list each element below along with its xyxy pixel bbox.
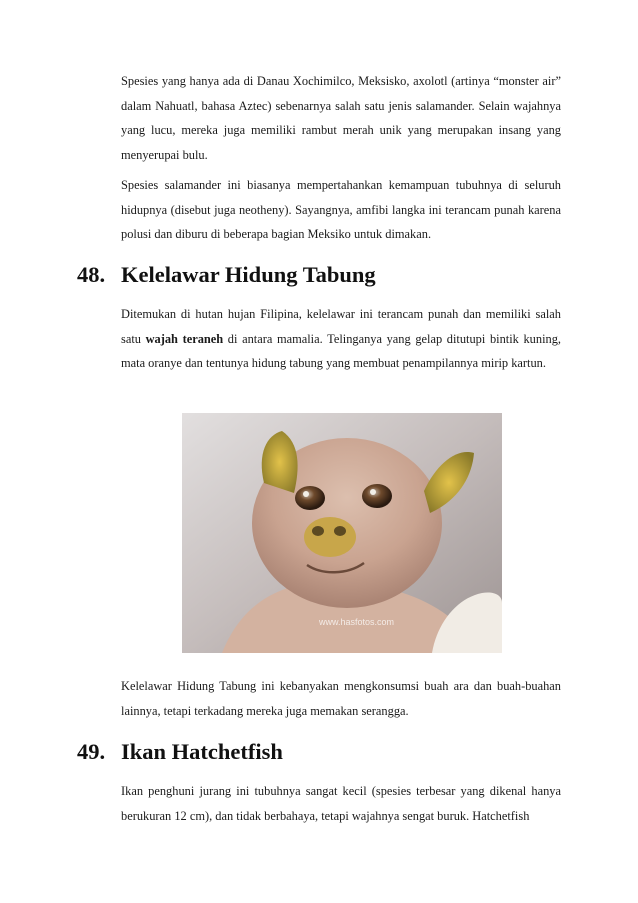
paragraph-axolotl-1 [121,69,561,167]
heading-title: Ikan Hatchetfish [121,739,283,764]
tube-nosed-bat-photo [182,413,502,653]
paragraph-text: Ditemukan di hutan hujan Filipina, kelelawar ini terancam punah dan memiliki salah satu [121,307,561,346]
paragraph-text: Kelelawar Hidung Tabung ini kebanyakan mengkonsumsi buah ara dan buah-buahan lainnya, tetapi terkadang mereka juga memakan serangga. [121,679,561,718]
heading-title: Kelelawar Hidung Tabung [121,262,376,287]
paragraph-hatchetfish [121,779,561,828]
bold-phrase: wajah teraneh [145,331,224,346]
heading-number: 48. [77,262,106,287]
paragraph-text: Ikan penghuni jurang ini tubuhnya sangat kecil (spesies terbesar yang dikenal hanya berukuran 12 cm), dan tidak berbahaya, tetapi wajahnya sengat buruk. Hatchetfish [121,784,561,823]
paragraph-text: Spesies salamander ini biasanya mempertahankan kemampuan tubuhnya di seluruh hidupnya (disebut juga neotheny). Sayangnya, amfibi langka ini terancam punah karena polusi dan diburu di beberapa bagian Meksiko untuk dimakan. [121,178,561,241]
heading-49 [77,738,283,766]
heading-48 [77,261,376,289]
paragraph-text: Spesies yang hanya ada di Danau Xochimilco, Meksisko, axolotl (artinya “monster air” dalam Nahuatl, bahasa Aztec) sebenarnya salah satu jenis salamander. Selain wajahnya yang lucu, mereka juga memiliki rambut merah unik yang merupakan insang yang menyerupai bulu. [121,74,561,162]
paragraph-bat-1 [121,302,561,376]
heading-number: 49. [77,739,106,764]
paragraph-text: di antara mamalia. Telinganya yang gelap ditutupi bintik kuning, mata oranye dan tentunya hidung tabung yang membuat penampilannya mirip kartun. [121,331,561,370]
photo-watermark: www.hasfotos.com [319,617,395,627]
paragraph-axolotl-2 [121,173,561,247]
paragraph-bat-2 [121,674,561,723]
